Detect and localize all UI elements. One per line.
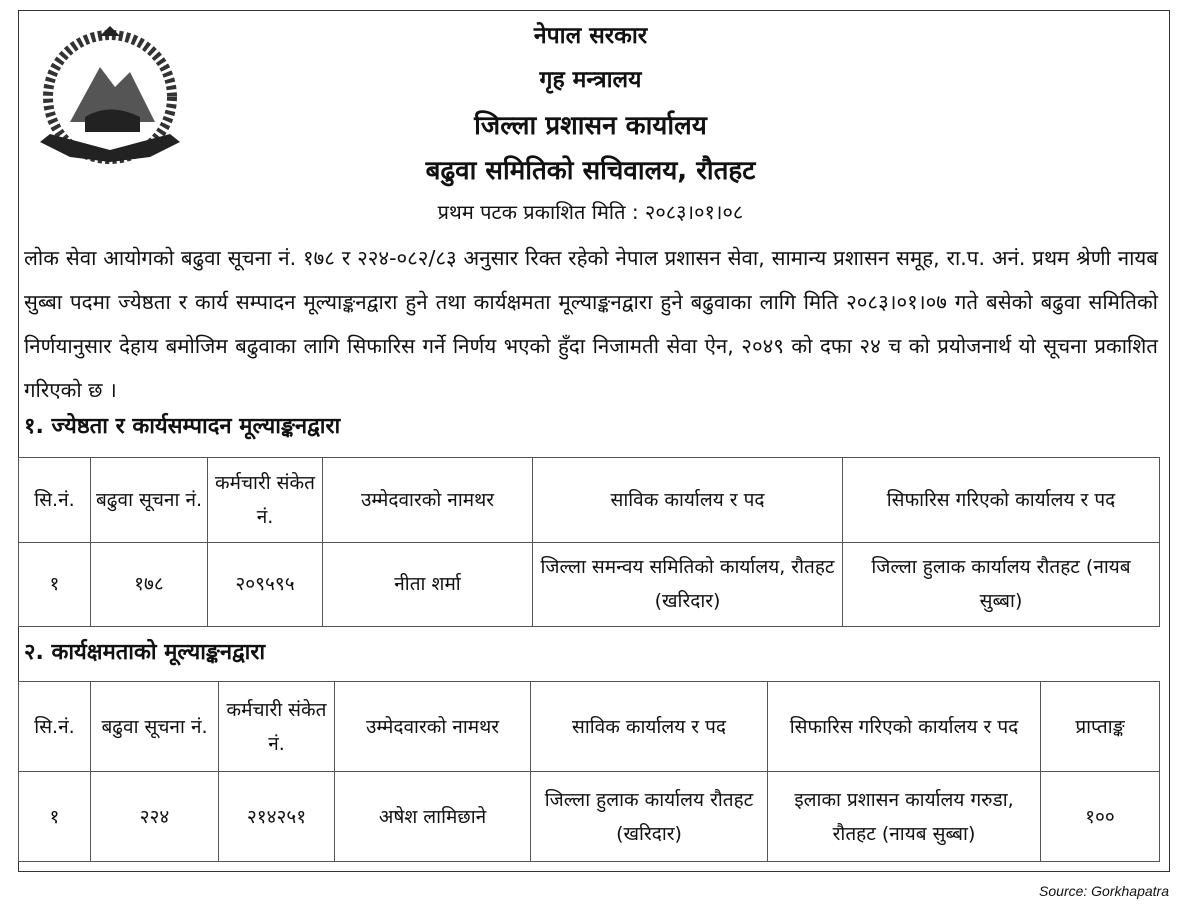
header-cell: सि.नं.	[19, 682, 91, 772]
office-title: जिल्ला प्रशासन कार्यालय	[474, 111, 707, 141]
header-cell: कर्मचारी संकेत नं.	[219, 682, 335, 772]
header-cell: सिफारिस गरिएको कार्यालय र पद	[843, 458, 1160, 543]
table-header-row	[19, 458, 1160, 543]
ministry-title: गृह मन्त्रालय	[539, 67, 642, 93]
cell: २०९५९५	[208, 542, 323, 627]
header-cell: उम्मेदवारको नामथर	[323, 458, 533, 543]
source-credit: Source: Gorkhapatra	[1039, 883, 1169, 899]
cell: १	[19, 542, 91, 627]
header-cell: बढुवा सूचना नं.	[91, 682, 219, 772]
header-cell: साविक कार्यालय र पद	[533, 458, 843, 543]
published-date: प्रथम पटक प्रकाशित मिति : २०८३।०१।०८	[437, 200, 744, 224]
section1-title: १. ज्येष्ठता र कार्यसम्पादन मूल्याङ्कनद्वारा	[24, 414, 341, 439]
table-header-row	[19, 682, 1160, 772]
header-cell: प्राप्ताङ्क	[1041, 682, 1160, 772]
notice-body: लोक सेवा आयोगको बढुवा सूचना नं. १७८ र २२४-०८२/८३ अनुसार रिक्त रहेको नेपाल प्रशासन सेवा, सामान्य प्रशासन समूह, रा.प. अनं. प्रथम श्रेणी नायब सुब्बा पदमा ज्येष्ठता र कार्य सम्पादन मूल्याङ्कनद्वारा हुने तथा कार्यक्षमता मूल्याङ्कनद्वारा हुने बढुवाका लागि मिति २०८३।०१।०७ गते बसेको बढुवा समितिको निर्णयानुसार देहाय बमोजिम बढुवाका लागि सिफारिस गर्ने निर्णय भएको हुँदा निजामती सेवा ऐन, २०४९ को दफा २४ च को प्रयोजनार्थ यो सूचना प्रकाशित गरिएको छ ।	[24, 246, 1158, 402]
cell: १	[19, 772, 91, 862]
cell: २२४	[91, 772, 219, 862]
section2-table	[18, 681, 1160, 862]
cell: अषेश लामिछाने	[335, 772, 531, 862]
header-cell: सिफारिस गरिएको कार्यालय र पद	[768, 682, 1041, 772]
header-cell: कर्मचारी संकेत नं.	[208, 458, 323, 543]
cell: १७८	[91, 542, 208, 627]
table-row	[19, 542, 1160, 627]
cell: इलाका प्रशासन कार्यालय गरुडा, रौतहट (नायब सुब्बा)	[768, 772, 1041, 862]
section2-title: २. कार्यक्षमताको मूल्याङ्कनद्वारा	[24, 640, 266, 665]
secretariat-title: बढुवा समितिको सचिवालय, रौतहट	[425, 156, 756, 186]
cell: जिल्ला समन्वय समितिको कार्यालय, रौतहट (खरिदार)	[533, 542, 843, 627]
section1-table	[18, 457, 1160, 627]
cell: २१४२५१	[219, 772, 335, 862]
header-cell: सि.नं.	[19, 458, 91, 543]
cell: नीता शर्मा	[323, 542, 533, 627]
header-cell: बढुवा सूचना नं.	[91, 458, 208, 543]
cell: १००	[1041, 772, 1160, 862]
cell: जिल्ला हुलाक कार्यालय रौतहट (नायब सुब्बा)	[843, 542, 1160, 627]
header-cell: साविक कार्यालय र पद	[531, 682, 768, 772]
header-cell: उम्मेदवारको नामथर	[335, 682, 531, 772]
cell: जिल्ला हुलाक कार्यालय रौतहट (खरिदार)	[531, 772, 768, 862]
table-row	[19, 772, 1160, 862]
government-title: नेपाल सरकार	[533, 23, 648, 49]
